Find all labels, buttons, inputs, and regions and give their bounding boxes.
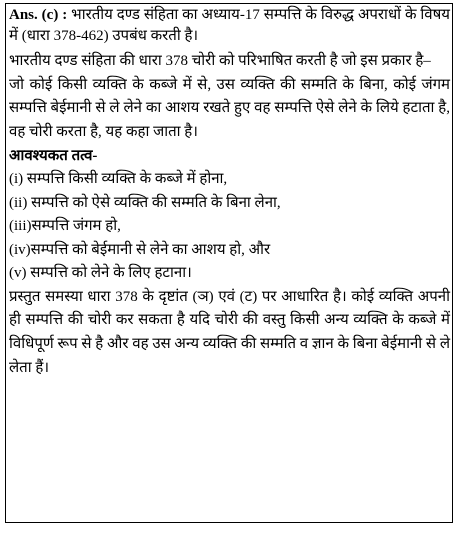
intro-text: भारतीय दण्ड संहिता का अध्याय-17 सम्पत्ति के विरुद्ध अपराधों के विषय में (धारा 378-462) उपबंध करती है। [9,7,451,44]
elements-list [9,168,450,286]
list-item: (ii) सम्पत्ति को ऐसे व्यक्ति की सम्मति के बिना लेना, [9,194,281,211]
answer-label: Ans. (c) : [9,7,68,23]
list-item: (i) सम्पत्ति किसी व्यक्ति के कब्जे में होना, [9,171,228,188]
intro-paragraph [9,5,450,47]
list-item: (v) सम्पत्ति को लेने के लिए हटाना। [9,265,192,282]
conclusion-paragraph: प्रस्तुत समस्या धारा 378 के दृष्टांत (ञ) एवं (ट) पर आधारित है। कोई व्यक्ति अपनी ही सम्पत्ति की चोरी कर सकता है यदि चोरी की वस्तु किसी अन्य व्यक्ति के कब्जे में विधिपूर्ण रूप से है और वह उस अन्य व्यक्ति की सम्मति व ज्ञान के बिना बेईमानी से ले लेता हैं। [9,288,450,376]
answer-box [5,3,453,523]
definition-paragraph: जो कोई किसी व्यक्ति के कब्जे में से, उस व्यक्ति की सम्मति के बिना, कोई जंगम सम्पत्ति बेईमानी से ले लेने का आशय रखते हुए वह सम्पत्ति ऐसे लेने के लिये हटाता है, वह चोरी करता है, यह कहा जाता है। [9,76,450,140]
elements-heading: आवश्यकत तत्व- [9,148,98,165]
list-item: (iv)सम्पत्ति को बेईमानी से लेने का आशय हो, और [9,241,271,258]
definition-lead: भारतीय दण्ड संहिता की धारा 378 चोरी को परिभाषित करती है जो इस प्रकार है– [9,53,431,69]
list-item: (iii)सम्पत्ति जंगम हो, [9,218,121,235]
